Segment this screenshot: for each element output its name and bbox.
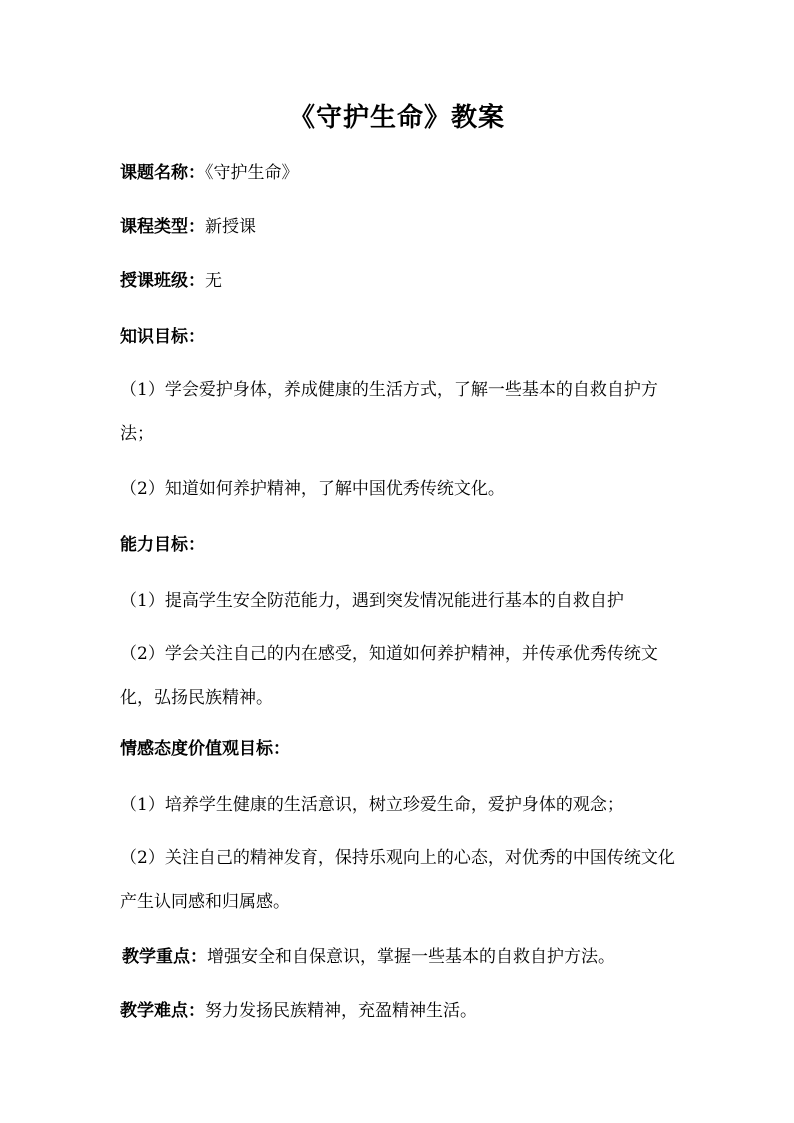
emotion-goal-item-1: （1）培养学生健康的生活意识，树立珍爱生命，爱护身体的观念； <box>120 795 624 815</box>
course-name-label: 课题名称： <box>120 163 205 183</box>
knowledge-goals-heading: 知识目标： <box>120 327 205 347</box>
knowledge-goal-item-1: （1）学会爱护身体，养成健康的生活方式，了解一些基本的自救自护方法； <box>120 380 658 444</box>
class-label: 授课班级： <box>120 271 205 291</box>
ability-goals-heading: 能力目标： <box>120 535 205 555</box>
key-point-label: 教学重点： <box>122 947 207 967</box>
key-point-line <box>122 942 682 972</box>
course-type-label: 课程类型： <box>120 217 205 237</box>
course-type-value: 新授课 <box>205 217 256 237</box>
difficult-point-value: 努力发扬民族精神，充盈精神生活。 <box>205 1001 477 1021</box>
ability-goal-item-2: （2）学会关注自己的内在感受，知道如何养护精神，并传承优秀传统文化，弘扬民族精神。 <box>120 644 658 708</box>
course-name-line <box>120 158 680 188</box>
course-type-line <box>120 212 680 242</box>
document-title: 《守护生命》教案 <box>288 103 505 133</box>
knowledge-goal-item-2: （2）知道如何养护精神，了解中国优秀传统文化。 <box>120 479 505 499</box>
emotion-goals-heading: 情感态度价值观目标： <box>120 739 290 759</box>
class-line <box>120 266 680 296</box>
difficult-point-label: 教学难点： <box>120 1001 205 1021</box>
ability-goal-item-1: （1）提高学生安全防范能力，遇到突发情况能进行基本的自救自护 <box>120 591 624 611</box>
difficult-point-line <box>120 996 680 1026</box>
course-name-value: 《守护生命》 <box>205 163 299 183</box>
key-point-value: 增强安全和自保意识，掌握一些基本的自救自护方法。 <box>207 947 615 967</box>
class-value: 无 <box>205 271 222 291</box>
emotion-goal-item-2: （2）关注自己的精神发育，保持乐观向上的心态，对优秀的中国传统文化产生认同感和归属感。 <box>120 848 675 912</box>
